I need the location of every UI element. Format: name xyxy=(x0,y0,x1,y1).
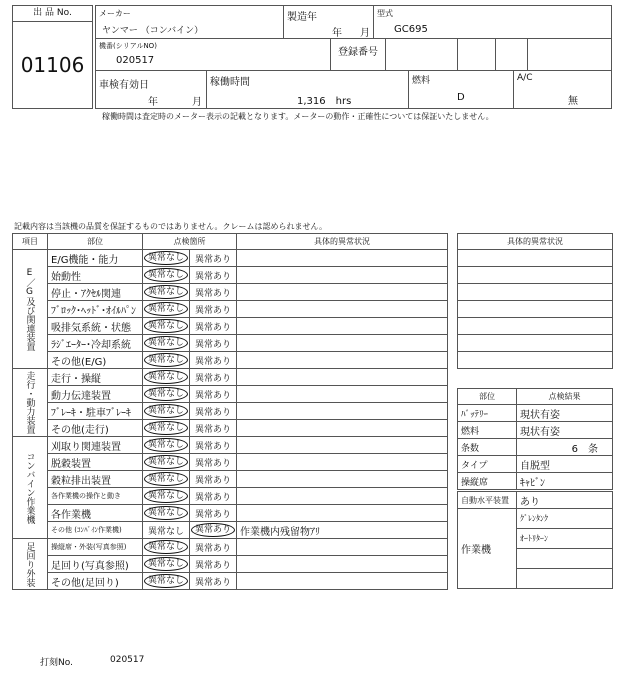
abnormality-option[interactable] xyxy=(190,250,237,267)
no-abnormality-option[interactable] xyxy=(143,522,190,539)
hours-label: 稼働時間 xyxy=(210,77,250,88)
part-result: 6 条 xyxy=(517,439,613,456)
no-abnormality-option[interactable] xyxy=(143,573,190,590)
selected-mark: 異常なし xyxy=(144,404,188,418)
auto-level-label: 自動水平装置 xyxy=(458,492,517,509)
selected-mark: 異常なし xyxy=(144,557,188,571)
part-name: 始動性 xyxy=(48,267,143,284)
table-row xyxy=(458,352,613,369)
part-result: 現状有姿 xyxy=(517,405,613,422)
detail-cell: 作業機内残留物ｱﾘ xyxy=(237,522,448,539)
abnormality-option[interactable] xyxy=(190,403,237,420)
header-item: 項目 xyxy=(13,234,48,250)
table-row xyxy=(13,284,448,301)
abnormality-option[interactable] xyxy=(190,488,237,505)
table-row xyxy=(458,405,613,422)
abnormality-option[interactable] xyxy=(190,471,237,488)
stamp-value: 020517 xyxy=(110,655,145,665)
selected-mark: 異常なし xyxy=(144,574,188,588)
no-abnormality-option[interactable] xyxy=(143,454,190,471)
table-row xyxy=(458,473,613,490)
option-label: 異常あり xyxy=(194,407,231,418)
option-label: 異常あり xyxy=(194,458,231,469)
part-name: 停止・ｱｸｾﾙ関連 xyxy=(48,284,143,301)
option-label: 異常あり xyxy=(194,271,231,282)
table-row xyxy=(13,318,448,335)
table-row xyxy=(13,420,448,437)
option-label: 異常あり xyxy=(194,322,231,333)
listing-no-box xyxy=(12,5,93,109)
table-row xyxy=(13,454,448,471)
detail-cell xyxy=(237,539,448,556)
abnormality-option[interactable] xyxy=(190,267,237,284)
reg-cell xyxy=(457,38,496,71)
option-label: 異常あり xyxy=(194,509,231,520)
group-label: 足回り外装 xyxy=(13,539,48,590)
table-row xyxy=(458,422,613,439)
selected-mark: 異常なし xyxy=(144,489,188,503)
part-name: 燃料 xyxy=(458,422,517,439)
work-label: 作業機 xyxy=(458,509,517,589)
selected-mark: 異常あり xyxy=(191,523,235,537)
no-abnormality-option[interactable] xyxy=(143,301,190,318)
inspection-cell xyxy=(95,70,207,109)
detail-cell xyxy=(458,267,613,284)
selected-mark: 異常なし xyxy=(144,438,188,452)
right-detail-header: 具体的異常状況 xyxy=(458,234,613,250)
table-row xyxy=(458,318,613,335)
hours-value: 1,316 hrs xyxy=(297,96,352,107)
no-abnormality-option[interactable] xyxy=(143,318,190,335)
abnormality-option[interactable] xyxy=(190,284,237,301)
detail-cell xyxy=(237,284,448,301)
abnormality-option[interactable] xyxy=(190,420,237,437)
no-abnormality-option[interactable] xyxy=(143,437,190,454)
detail-cell xyxy=(237,386,448,403)
model-cell xyxy=(373,5,612,39)
reg-cell xyxy=(495,38,528,71)
no-abnormality-option[interactable] xyxy=(143,352,190,369)
selected-mark: 異常なし xyxy=(144,251,188,265)
option-label: 異常あり xyxy=(194,577,231,588)
selected-mark: 異常なし xyxy=(144,455,188,469)
detail-cell xyxy=(458,301,613,318)
detail-cell xyxy=(237,505,448,522)
abnormality-option[interactable] xyxy=(190,454,237,471)
auto-level-value: あり xyxy=(517,492,613,509)
serial-label: 機番(シリアルNO) xyxy=(99,42,157,50)
option-label: 異常あり xyxy=(194,543,231,554)
no-abnormality-option[interactable] xyxy=(143,386,190,403)
option-label: 異常あり xyxy=(194,356,231,367)
table-row xyxy=(13,573,448,590)
no-abnormality-option[interactable] xyxy=(143,267,190,284)
reg-cell xyxy=(385,38,458,71)
table-row xyxy=(13,556,448,573)
selected-mark: 異常なし xyxy=(144,302,188,316)
abnormality-option[interactable] xyxy=(190,539,237,556)
table-row xyxy=(458,267,613,284)
part-name: その他(足回り) xyxy=(48,573,143,590)
parts-header-result: 点検結果 xyxy=(517,389,613,405)
table-row xyxy=(13,267,448,284)
parts-table xyxy=(457,388,613,490)
abnormality-option[interactable] xyxy=(190,556,237,573)
no-abnormality-option[interactable] xyxy=(143,250,190,267)
serial-cell xyxy=(95,38,331,71)
no-abnormality-option[interactable] xyxy=(143,369,190,386)
option-label: 異常あり xyxy=(194,492,231,503)
detail-cell xyxy=(237,403,448,420)
inspection-table xyxy=(12,233,448,590)
listing-no-label: 出 品 No. xyxy=(13,6,92,22)
no-abnormality-option[interactable] xyxy=(143,335,190,352)
table-row xyxy=(13,505,448,522)
month-unit: 月 xyxy=(360,28,370,39)
detail-cell xyxy=(237,488,448,505)
part-name: その他(走行) xyxy=(48,420,143,437)
part-name: E/G機能・能力 xyxy=(48,250,143,267)
selected-mark: 異常なし xyxy=(144,472,188,486)
fuel-cell xyxy=(408,70,514,109)
model-value: GC695 xyxy=(394,24,428,35)
maker-label: メーカー xyxy=(99,9,131,18)
part-name: 足回り(写真参照) xyxy=(48,556,143,573)
abnormality-option[interactable] xyxy=(190,522,237,539)
part-name: 条数 xyxy=(458,439,517,456)
group-label: コンバイン作業機 xyxy=(13,437,48,539)
part-name: 穀粒排出装置 xyxy=(48,471,143,488)
abnormality-option[interactable] xyxy=(190,386,237,403)
detail-cell xyxy=(237,556,448,573)
selected-mark: 異常なし xyxy=(144,336,188,350)
option-label: 異常あり xyxy=(194,560,231,571)
part-name: 刈取り関連装置 xyxy=(48,437,143,454)
model-label: 型式 xyxy=(377,9,393,18)
work-item: ｵｰﾄﾘﾀｰﾝ xyxy=(517,529,613,549)
part-name: ﾌﾞﾛｯｸ･ﾍｯﾄﾞ･ｵｲﾙﾊﾟﾝ xyxy=(48,301,143,318)
maker-cell xyxy=(95,5,284,39)
header-detail: 具体的異常状況 xyxy=(237,234,448,250)
year-label: 製造年 xyxy=(287,12,317,23)
table-row xyxy=(458,456,613,473)
work-item xyxy=(517,569,613,589)
table-row xyxy=(458,335,613,352)
detail-cell xyxy=(237,352,448,369)
inspection-month: 月 xyxy=(192,97,202,108)
selected-mark: 異常なし xyxy=(144,421,188,435)
part-name: その他(E/G) xyxy=(48,352,143,369)
part-name: 操縦席 xyxy=(458,473,517,490)
table-row xyxy=(13,352,448,369)
abnormality-option[interactable] xyxy=(190,352,237,369)
table-row xyxy=(13,250,448,267)
option-label: 異常あり xyxy=(194,390,231,401)
ac-cell xyxy=(513,70,612,109)
part-result: ｷｬﾋﾞﾝ xyxy=(517,473,613,490)
table-row xyxy=(458,301,613,318)
year-unit: 年 xyxy=(332,28,342,39)
table-row xyxy=(458,439,613,456)
reg-label: 登録番号 xyxy=(330,38,386,71)
part-name: 走行・操縦 xyxy=(48,369,143,386)
option-label: 異常あり xyxy=(194,441,231,452)
header-part: 部位 xyxy=(48,234,143,250)
part-name: ﾊﾞｯﾃﾘｰ xyxy=(458,405,517,422)
group-label: E／G及び関連装置 xyxy=(13,250,48,369)
option-label: 異常あり xyxy=(194,373,231,384)
no-abnormality-option[interactable] xyxy=(143,505,190,522)
part-name: ﾌﾞﾚｰｷ・駐車ﾌﾞﾚｰｷ xyxy=(48,403,143,420)
no-abnormality-option[interactable] xyxy=(143,539,190,556)
selected-mark: 異常なし xyxy=(144,353,188,367)
header-check: 点検箇所 xyxy=(143,234,237,250)
stamp-label: 打刻No. xyxy=(40,658,73,668)
listing-no: 01106 xyxy=(20,53,85,77)
option-label: 異常あり xyxy=(194,339,231,350)
table-row xyxy=(13,488,448,505)
part-result: 自脱型 xyxy=(517,456,613,473)
selected-mark: 異常なし xyxy=(144,319,188,333)
fuel-value: D xyxy=(457,92,465,103)
inspection-label: 車検有効日 xyxy=(99,80,149,91)
hours-cell xyxy=(206,70,409,109)
table-row xyxy=(13,369,448,386)
selected-mark: 異常なし xyxy=(144,540,188,554)
reg-cell xyxy=(527,38,612,71)
work-item xyxy=(517,549,613,569)
table-row xyxy=(13,471,448,488)
detail-cell xyxy=(458,318,613,335)
parts-header-part: 部位 xyxy=(458,389,517,405)
detail-cell xyxy=(458,352,613,369)
no-abnormality-option[interactable] xyxy=(143,556,190,573)
selected-mark: 異常なし xyxy=(144,506,188,520)
detail-cell xyxy=(237,318,448,335)
detail-cell xyxy=(237,267,448,284)
maker-value: ヤンマー （コンバイン） xyxy=(102,26,204,36)
detail-cell xyxy=(458,335,613,352)
detail-cell xyxy=(458,250,613,267)
disclaimer: 記載内容は当該機の品質を保証するものではありません。クレームは認められません。 xyxy=(14,222,327,231)
table-row xyxy=(458,509,613,529)
part-name: 各作業機 xyxy=(48,505,143,522)
option-label: 異常あり xyxy=(194,475,231,486)
part-name: 吸排気系統・状態 xyxy=(48,318,143,335)
part-name: その他 (ｺﾝﾊﾞｲﾝ作業機) xyxy=(48,522,143,539)
part-name: 動力伝達装置 xyxy=(48,386,143,403)
table-row xyxy=(13,403,448,420)
part-name: 操縦席・外装(写真参照) xyxy=(48,539,143,556)
table-row xyxy=(458,284,613,301)
no-abnormality-option[interactable] xyxy=(143,403,190,420)
group-label: 走行・動力装置 xyxy=(13,369,48,437)
no-abnormality-option[interactable] xyxy=(143,284,190,301)
table-row xyxy=(13,386,448,403)
fuel-label: 燃料 xyxy=(412,76,431,86)
table-row xyxy=(13,335,448,352)
selected-mark: 異常なし xyxy=(144,268,188,282)
table-row xyxy=(13,301,448,318)
table-row xyxy=(13,437,448,454)
part-name: ﾗｼﾞｴｰﾀｰ･冷却系統 xyxy=(48,335,143,352)
abnormality-option[interactable] xyxy=(190,318,237,335)
work-item: ｸﾞﾚﾝﾀﾝｸ xyxy=(517,509,613,529)
no-abnormality-option[interactable] xyxy=(143,420,190,437)
option-label: 異常あり xyxy=(194,305,231,316)
abnormality-option[interactable] xyxy=(190,437,237,454)
option-label: 異常あり xyxy=(194,288,231,299)
detail-cell xyxy=(237,335,448,352)
abnormality-option[interactable] xyxy=(190,335,237,352)
detail-cell xyxy=(237,420,448,437)
abnormality-option[interactable] xyxy=(190,301,237,318)
no-abnormality-option[interactable] xyxy=(143,471,190,488)
serial-value: 020517 xyxy=(116,55,155,66)
detail-cell xyxy=(237,454,448,471)
abnormality-option[interactable] xyxy=(190,573,237,590)
abnormality-option[interactable] xyxy=(190,505,237,522)
part-name: 脱穀装置 xyxy=(48,454,143,471)
abnormality-option[interactable] xyxy=(190,369,237,386)
detail-cell xyxy=(458,284,613,301)
selected-mark: 異常なし xyxy=(144,370,188,384)
ac-label: A/C xyxy=(517,73,533,83)
selected-mark: 異常なし xyxy=(144,285,188,299)
detail-cell xyxy=(237,437,448,454)
table-row xyxy=(458,250,613,267)
part-result: 現状有姿 xyxy=(517,422,613,439)
table-row xyxy=(13,539,448,556)
part-name: 各作業機の操作と動き xyxy=(48,488,143,505)
detail-cell xyxy=(237,301,448,318)
option-label: 異常なし xyxy=(147,526,184,537)
no-abnormality-option[interactable] xyxy=(143,488,190,505)
equipment-table xyxy=(457,491,613,589)
inspection-year: 年 xyxy=(148,97,158,108)
selected-mark: 異常なし xyxy=(144,387,188,401)
part-name: タイプ xyxy=(458,456,517,473)
detail-cell xyxy=(237,369,448,386)
detail-cell xyxy=(237,471,448,488)
option-label: 異常あり xyxy=(194,424,231,435)
year-cell xyxy=(283,5,374,39)
option-label: 異常あり xyxy=(194,254,231,265)
hours-note: 稼働時間は査定時のメーター表示の記載となります。メーターの動作・正確性については保証いたしません。 xyxy=(102,112,494,121)
right-detail-table xyxy=(457,233,613,369)
detail-cell xyxy=(237,250,448,267)
table-row xyxy=(13,522,448,539)
ac-value: 無 xyxy=(568,96,578,107)
detail-cell xyxy=(237,573,448,590)
